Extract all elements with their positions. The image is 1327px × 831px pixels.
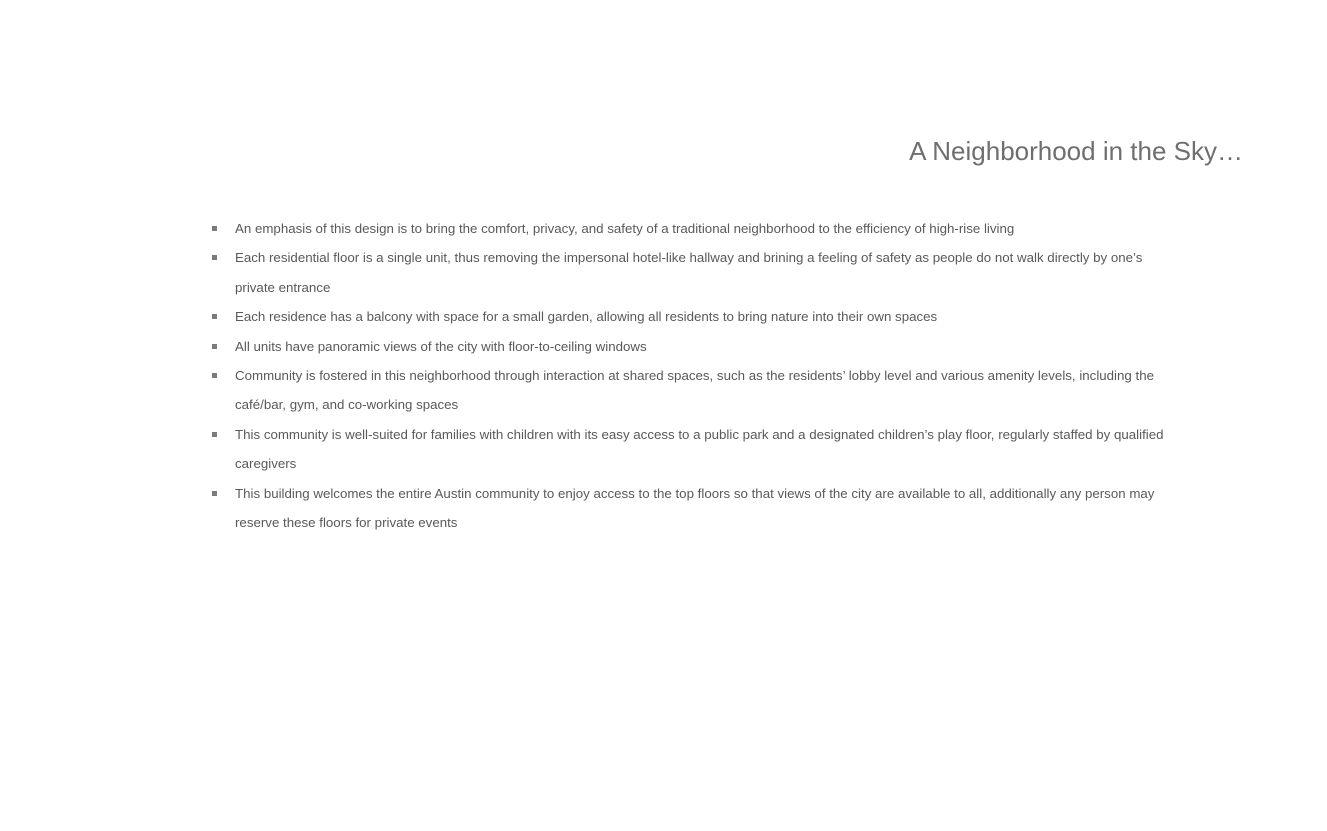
list-item (235, 361, 1180, 420)
square-bullet-icon (212, 432, 217, 437)
list-item-text: Each residence has a balcony with space for a small garden, allowing all residents to bring nature into their own spaces (235, 309, 938, 325)
square-bullet-icon (212, 373, 217, 378)
square-bullet-icon (212, 314, 217, 319)
square-bullet-icon (212, 226, 217, 231)
square-bullet-icon (212, 255, 217, 260)
list-item-text: This community is well-suited for families with children with its easy access to a public park and a designated children’s play floor, regularly staffed by qualified caregivers (235, 426, 1164, 472)
square-bullet-icon (212, 344, 217, 349)
list-item (235, 214, 1180, 243)
list-item-text: This building welcomes the entire Austin community to enjoy access to the top floors so that views of the city are available to all, additionally any person may reserve these floors for private events (235, 485, 1155, 531)
square-bullet-icon (212, 491, 217, 496)
list-item-text: Each residential floor is a single unit, thus removing the impersonal hotel-like hallway and brining a feeling of safety as people do not walk directly by one’s private entrance (235, 250, 1143, 295)
list-item (235, 243, 1180, 302)
list-item (235, 302, 1180, 331)
list-item-text: An emphasis of this design is to bring the comfort, privacy, and safety of a traditional neighborhood to the efficiency of high-rise living (235, 221, 1015, 236)
list-item-text: Community is fostered in this neighborhood through interaction at shared spaces, such as the residents’ lobby level and various amenity levels, including the café/bar, gym, and co-working spaces (235, 368, 1154, 413)
bullet-list (235, 214, 1180, 537)
list-item-text: All units have panoramic views of the city with floor-to-ceiling windows (235, 338, 647, 354)
list-item (235, 332, 1180, 361)
slide-title: A Neighborhood in the Sky… (909, 136, 1243, 166)
list-item (235, 479, 1180, 538)
list-item (235, 420, 1180, 479)
